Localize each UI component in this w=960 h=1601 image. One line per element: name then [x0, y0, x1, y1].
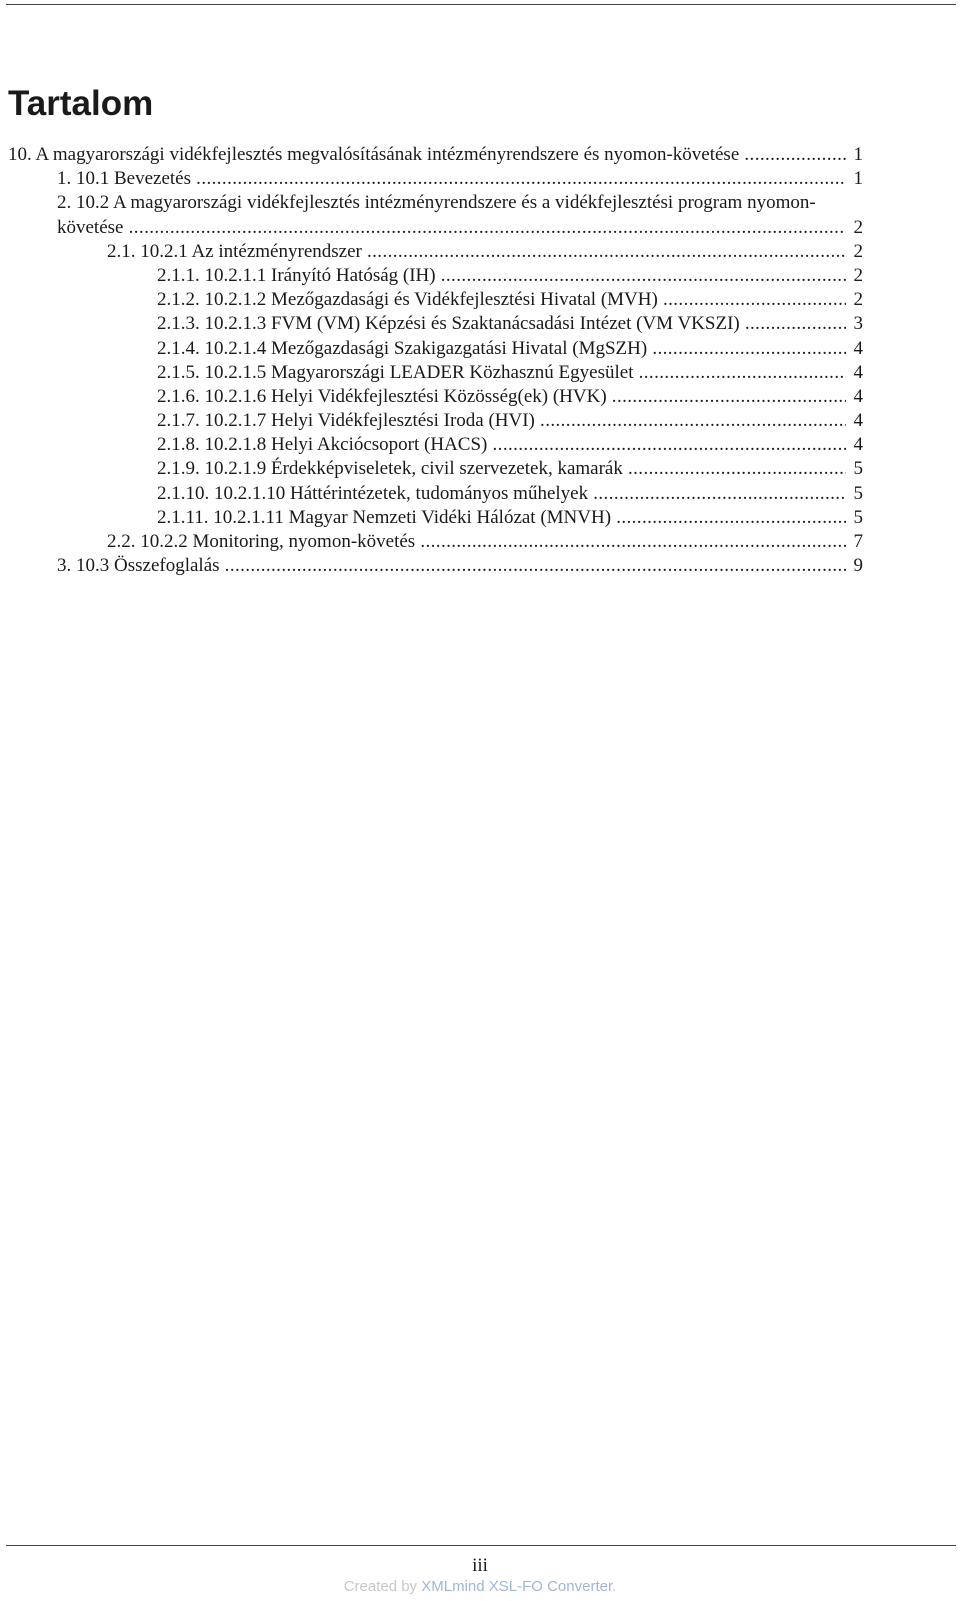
toc-entry-page: 5	[846, 482, 864, 506]
toc-entry-text: 2.1.10. 10.2.1.10 Háttérintézetek, tudományos műhelyek .....	[157, 482, 863, 506]
toc-entry-text: követése .....	[57, 216, 863, 240]
toc-entry-text: 3. 10.3 Összefoglalás .....	[57, 554, 863, 578]
toc-entry[interactable]	[0, 361, 960, 385]
toc-entry-text: 2.1.5. 10.2.1.5 Magyarországi LEADER Közhasznú Egyesület .....	[157, 361, 863, 385]
toc-entry-text: 2.1. 10.2.1 Az intézményrendszer .....	[107, 240, 863, 264]
toc-entry-page: 1	[846, 143, 864, 167]
toc-entry-page: 9	[846, 554, 864, 578]
toc-title: Tartalom	[8, 84, 154, 123]
toc-entry[interactable]	[0, 143, 960, 167]
toc-entry-page: 4	[846, 409, 864, 433]
toc-entry[interactable]	[0, 530, 960, 554]
footer-brand-link[interactable]: XMLmind XSL-FO Converter	[421, 1578, 613, 1595]
page-number: iii	[472, 1555, 488, 1576]
toc-entry-page: 4	[846, 385, 864, 409]
toc-entry-text: 2.1.2. 10.2.1.2 Mezőgazdasági és Vidékfejlesztési Hivatal (MVH) .....	[157, 288, 863, 312]
toc-entry-page: 2	[846, 240, 864, 264]
toc-entry-text: 2.1.6. 10.2.1.6 Helyi Vidékfejlesztési Közösség(ek) (HVK) .....	[157, 385, 863, 409]
toc-entry[interactable]	[0, 506, 960, 530]
toc-entry[interactable]	[0, 167, 960, 191]
toc-entry-text: 2.2. 10.2.2 Monitoring, nyomon-követés .....	[107, 530, 863, 554]
toc-entry-text-line1: 2. 10.2 A magyarországi vidékfejlesztés intézményrendszere és a vidékfejlesztési program nyomon-	[57, 192, 816, 214]
toc-entry-text: 2.1.9. 10.2.1.9 Érdekképviseletek, civil szervezetek, kamarák .....	[157, 457, 863, 481]
toc-entry-page: 4	[846, 433, 864, 457]
toc-entry[interactable]	[0, 385, 960, 409]
toc-entry-page: 1	[846, 167, 864, 191]
toc-entry[interactable]	[0, 433, 960, 457]
toc-entry[interactable]	[0, 482, 960, 506]
toc-entry-page: 4	[846, 361, 864, 385]
toc-entry-text: 2.1.3. 10.2.1.3 FVM (VM) Képzési és Szaktanácsadási Intézet (VM VKSZI) .....	[157, 312, 863, 336]
toc-entry-text: 2.1.8. 10.2.1.8 Helyi Akciócsoport (HACS) .....	[157, 433, 863, 457]
footer-credit	[0, 1578, 960, 1595]
toc-entry-page: 2	[846, 264, 864, 288]
toc-entry[interactable]	[0, 240, 960, 264]
toc-entry-page: 7	[846, 530, 864, 554]
toc-entry[interactable]	[0, 409, 960, 433]
footer-suffix: .	[612, 1578, 617, 1595]
toc-entry[interactable]	[0, 264, 960, 288]
table-of-contents	[0, 143, 960, 578]
toc-entry-page: 2	[846, 216, 864, 240]
toc-entry-text: 2.1.4. 10.2.1.4 Mezőgazdasági Szakigazgatási Hivatal (MgSZH) .....	[157, 337, 863, 361]
toc-entry-text: 10. A magyarországi vidékfejlesztés megvalósításának intézményrendszere és nyomon-követése .....	[8, 143, 863, 167]
toc-entry-page: 2	[846, 288, 864, 312]
top-rule	[6, 4, 956, 5]
toc-entry-text: 2.1.11. 10.2.1.11 Magyar Nemzeti Vidéki Hálózat (MNVH) .....	[157, 506, 863, 530]
toc-entry[interactable]	[0, 191, 960, 239]
toc-entry[interactable]	[0, 312, 960, 336]
toc-entry[interactable]	[0, 554, 960, 578]
toc-entry-page: 3	[846, 312, 864, 336]
toc-entry-page: 5	[846, 457, 864, 481]
bottom-rule	[6, 1545, 956, 1546]
footer-prefix: Created by	[343, 1578, 422, 1595]
toc-entry-text: 2.1.7. 10.2.1.7 Helyi Vidékfejlesztési Iroda (HVI) .....	[157, 409, 863, 433]
toc-entry-page: 5	[846, 506, 864, 530]
toc-entry[interactable]	[0, 337, 960, 361]
toc-entry[interactable]	[0, 457, 960, 481]
toc-entry-text: 2.1.1. 10.2.1.1 Irányító Hatóság (IH) .....	[157, 264, 863, 288]
toc-entry[interactable]	[0, 288, 960, 312]
toc-entry-page: 4	[846, 337, 864, 361]
toc-entry-text: 1. 10.1 Bevezetés .....	[57, 167, 863, 191]
